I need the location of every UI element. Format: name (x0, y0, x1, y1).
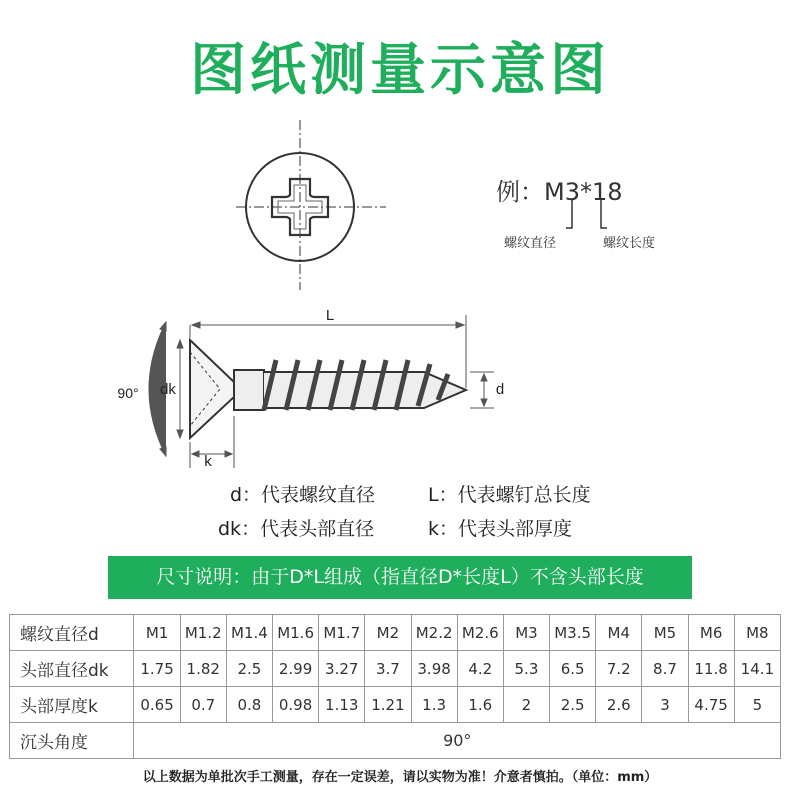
table-cell: 3.98 (411, 651, 457, 687)
legend-dk: dk：代表头部直径 (218, 518, 375, 540)
table-cell: 11.8 (688, 651, 734, 687)
table-cell: M1.4 (226, 615, 272, 651)
table-cell: 0.7 (180, 687, 226, 723)
legend-d: d：代表螺纹直径 (230, 484, 376, 506)
row-header: 螺纹直径d (10, 615, 134, 651)
table-cell: 2.5 (550, 687, 596, 723)
table-cell: M1.7 (319, 615, 365, 651)
table-cell: 5.3 (503, 651, 549, 687)
table-cell: 4.2 (457, 651, 503, 687)
dimension-label-angle: 90° (117, 385, 139, 401)
table-cell: 1.6 (457, 687, 503, 723)
table-cell: 0.8 (226, 687, 272, 723)
thread-diameter-caption: 螺纹直径 (504, 236, 557, 251)
table-row (10, 723, 781, 759)
dimension-label-d: d (495, 381, 505, 398)
row-header: 头部厚度k (10, 687, 134, 723)
legend-k: k：代表头部厚度 (428, 518, 573, 540)
table-cell: 3.7 (365, 651, 411, 687)
table-cell: 3 (642, 687, 688, 723)
table-row (10, 615, 781, 651)
table-cell: 0.65 (134, 687, 180, 723)
table-cell: 1.3 (411, 687, 457, 723)
page-title: 图纸测量示意图 (190, 38, 610, 103)
dimension-label-L: L (325, 307, 335, 324)
table-cell: M2 (365, 615, 411, 651)
table-cell: 4.75 (688, 687, 734, 723)
table-cell: M1 (134, 615, 180, 651)
example-spec: 例：M3*18 (496, 178, 623, 206)
screw-head-top-view (236, 120, 386, 290)
table-cell: 7.2 (596, 651, 642, 687)
table-row (10, 687, 781, 723)
table-cell: M5 (642, 615, 688, 651)
footnote: 以上数据为单批次手工测量，存在一定误差，请以实物为准！介意者慎拍。（单位：mm） (142, 770, 658, 785)
dimension-label-dk: dk (160, 381, 176, 398)
table-cell: 2.5 (226, 651, 272, 687)
table-cell: 1.13 (319, 687, 365, 723)
table-cell: 6.5 (550, 651, 596, 687)
thread-length-caption: 螺纹长度 (603, 236, 656, 251)
countersink-angle-cell: 90° (134, 723, 781, 759)
screw-side-view (190, 340, 466, 438)
table-cell: M3.5 (550, 615, 596, 651)
row-header: 沉头角度 (10, 723, 134, 759)
spec-table (9, 614, 781, 759)
table-cell: M2.2 (411, 615, 457, 651)
table-cell: M8 (734, 615, 780, 651)
table-cell: 2.6 (596, 687, 642, 723)
legend-L: L：代表螺钉总长度 (428, 484, 591, 506)
table-cell: M6 (688, 615, 734, 651)
table-cell: 3.27 (319, 651, 365, 687)
table-cell: 5 (734, 687, 780, 723)
table-row (10, 651, 781, 687)
table-cell: 8.7 (642, 651, 688, 687)
table-cell: 14.1 (734, 651, 780, 687)
table-cell: 2.99 (273, 651, 319, 687)
table-cell: M2.6 (457, 615, 503, 651)
dimension-label-k: k (204, 453, 212, 470)
table-cell: 1.82 (180, 651, 226, 687)
table-cell: 2 (503, 687, 549, 723)
size-note-banner: 尺寸说明：由于D*L组成（指直径D*长度L）不含头部长度 (108, 556, 692, 599)
table-cell: M1.6 (273, 615, 319, 651)
table-cell: 1.75 (134, 651, 180, 687)
row-header: 头部直径dk (10, 651, 134, 687)
table-cell: M4 (596, 615, 642, 651)
table-cell: M3 (503, 615, 549, 651)
table-cell: 0.98 (273, 687, 319, 723)
table-cell: M1.2 (180, 615, 226, 651)
table-cell: 1.21 (365, 687, 411, 723)
